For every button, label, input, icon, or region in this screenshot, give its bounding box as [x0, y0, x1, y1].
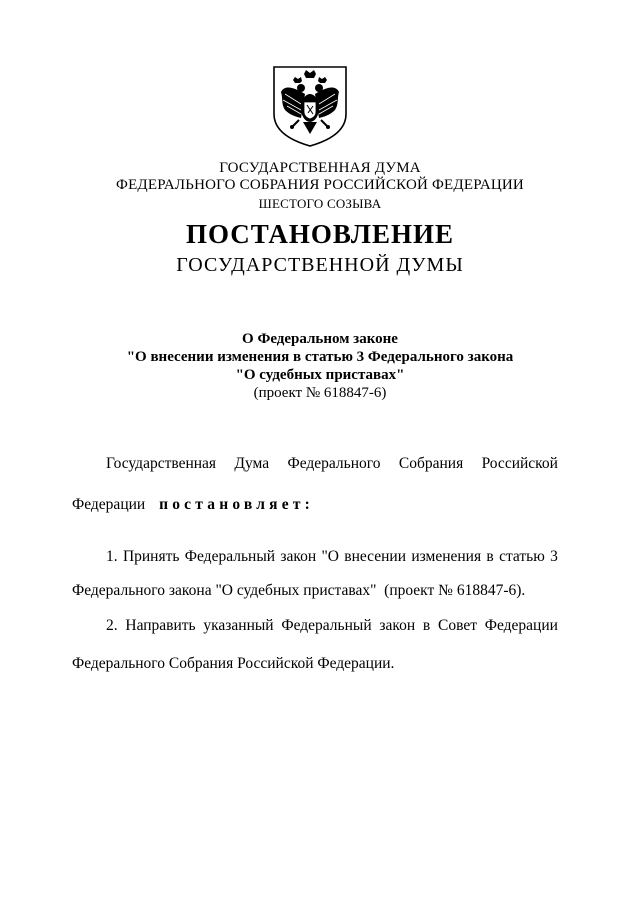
item-2-word: указанный	[203, 617, 274, 634]
intro-verb: постановляет:	[159, 496, 314, 513]
org-line-3: ШЕСТОГО СОЗЫВА	[258, 196, 382, 211]
intro-word: Дума	[234, 455, 270, 472]
intro-paragraph-line-2	[72, 496, 314, 514]
document-type: ПОСТАНОВЛЕНИЕ	[185, 219, 455, 249]
item-2-word: Совет	[438, 617, 477, 634]
item-2-word: Федеральный	[281, 617, 372, 634]
org-line-1: ГОСУДАРСТВЕННАЯ ДУМА	[219, 160, 421, 176]
intro-word: Федерального	[287, 455, 381, 472]
org-line-2: ФЕДЕРАЛЬНОГО СОБРАНИЯ РОССИЙСКОЙ ФЕДЕРАЦИИ	[116, 177, 524, 193]
item-1-line-2: Федерального закона "О судебных приставах" (проект № 618847-6).	[72, 582, 526, 599]
coat-of-arms-icon	[271, 64, 349, 148]
intro-paragraph-line-1	[106, 455, 558, 473]
item-1-word: в	[486, 548, 494, 565]
item-1-word: Федеральный	[184, 548, 276, 565]
subject-line-3: "О судебных приставах"	[235, 367, 405, 383]
project-number: (проект № 618847-6)	[253, 385, 387, 401]
subject-line-2: "О внесении изменения в статью 3 Федерального закона	[126, 349, 514, 365]
subject-line-1: О Федеральном законе	[242, 331, 398, 347]
item-1-word: "О	[321, 548, 339, 565]
item-1-word: внесении	[344, 548, 407, 565]
item-1-line-1	[106, 548, 558, 566]
intro-word: Государственная	[106, 455, 217, 472]
intro-line-2: Федерации	[72, 496, 146, 513]
item-1-word: закон	[280, 548, 317, 565]
item-1-word: статью	[499, 548, 545, 565]
intro-word: Собрания	[398, 455, 464, 472]
item-2-word: Направить	[125, 617, 196, 634]
item-2-word: Федерации	[484, 617, 558, 634]
item-1-word: изменения	[411, 548, 482, 565]
item-2-word: закон	[379, 617, 416, 634]
item-2-word: 2.	[106, 617, 118, 634]
item-2-line-2: Федерального Собрания Российской Федерации.	[72, 655, 395, 672]
item-1-word: Принять	[122, 548, 180, 565]
item-2-line-1	[106, 617, 558, 635]
intro-word: Российской	[481, 455, 558, 472]
item-2-word: в	[422, 617, 431, 634]
item-1-word: 1.	[106, 548, 118, 565]
document-subtype: ГОСУДАРСТВЕННОЙ ДУМЫ	[176, 254, 464, 276]
item-1-word: 3	[550, 548, 558, 565]
